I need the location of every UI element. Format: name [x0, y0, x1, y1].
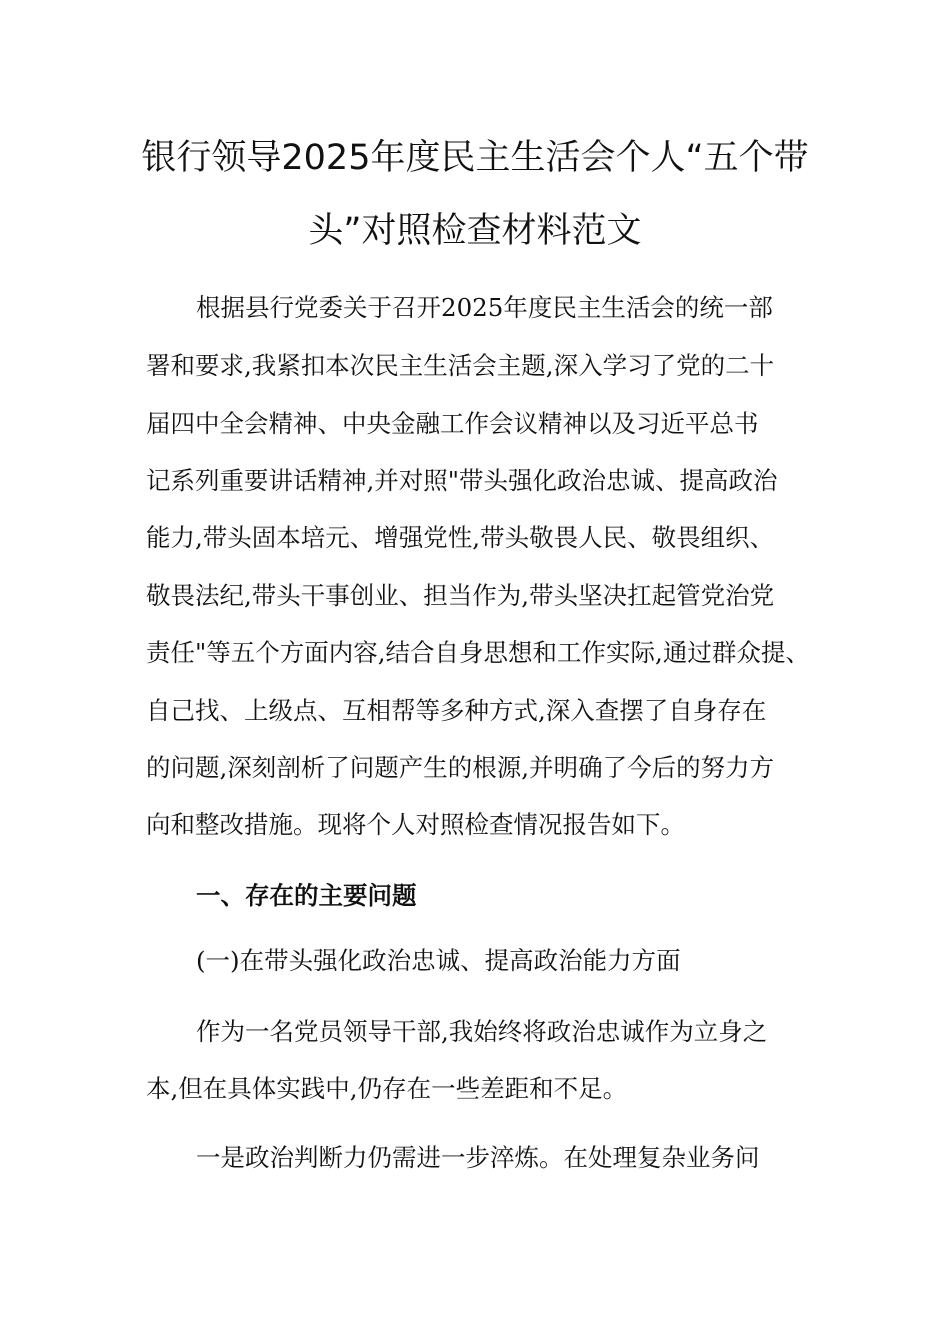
intro-paragraph-line: 向和整改措施。现将个人对照检查情况报告如下。 [146, 810, 685, 839]
intro-paragraph-line: 届四中全会精神、中央金融工作会议精神以及习近平总书 [146, 409, 759, 438]
document-title-line-1: 银行领导2025年度民主生活会个人“五个带 [141, 138, 809, 178]
paragraph-line: 本,但在具体实践中,仍存在一些差距和不足。 [146, 1074, 628, 1103]
intro-paragraph-line: 的问题,深刻剖析了问题产生的根源,并明确了今后的努力方 [146, 753, 775, 782]
section-heading: 一、存在的主要问题 [196, 881, 417, 910]
intro-paragraph-line: 责任"等五个方面内容,结合自身思想和工作实际,通过群众提、 [146, 638, 810, 667]
subsection-heading: (一)在带头强化政治忠诚、提高政治能力方面 [196, 946, 681, 975]
intro-paragraph-line: 自己找、上级点、互相帮等多种方式,深入查摆了自身存在 [146, 696, 767, 725]
intro-paragraph-line: 署和要求,我紧扣本次民主生活会主题,深入学习了党的二十 [146, 351, 775, 380]
intro-paragraph-line: 记系列重要讲话精神,并对照"带头强化政治忠诚、提高政治 [146, 466, 778, 495]
paragraph-line: 一是政治判断力仍需进一步淬炼。在处理复杂业务问 [196, 1143, 760, 1172]
intro-paragraph-line: 敬畏法纪,带头干事创业、担当作为,带头坚决扛起管党治党 [146, 581, 775, 610]
paragraph-line: 作为一名党员领导干部,我始终将政治忠诚作为立身之 [196, 1017, 768, 1046]
document-title-line-2: 头”对照检查材料范文 [308, 211, 642, 251]
intro-paragraph-line: 根据县行党委关于召开2025年度民主生活会的统一部 [196, 293, 773, 322]
intro-paragraph-line: 能力,带头固本培元、增强党性,带头敬畏人民、敬畏组织、 [146, 523, 775, 552]
